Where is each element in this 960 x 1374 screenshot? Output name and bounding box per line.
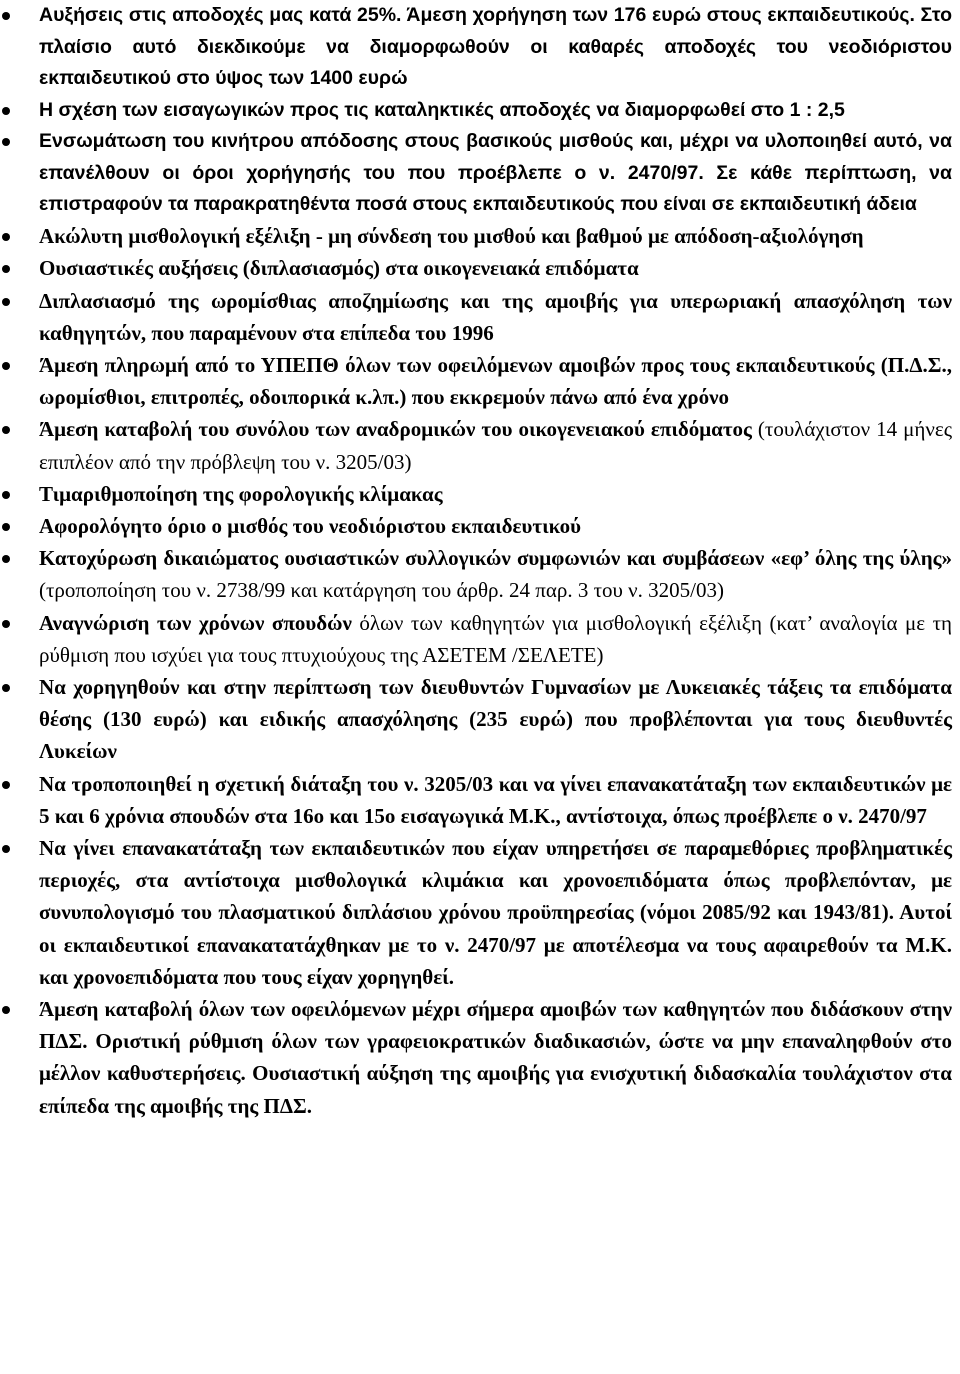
bullet-icon <box>2 620 10 628</box>
bullet-icon <box>2 138 10 146</box>
list-item <box>0 0 952 95</box>
bullet-icon <box>2 426 10 434</box>
item-text: Τιμαριθμοποίηση της φορολογικής κλίμακας <box>39 481 443 506</box>
item-text: Να χορηγηθούν και στην περίπτωση των διευθυντών Γυμνασίων με Λυκειακές τάξεις τα επιδόματα θέσης (130 ευρώ) και ειδικής απασχόλησης (235 ευρώ) που προβλέπονται για τους διευθυντές Λυκείων <box>39 675 952 764</box>
list-item <box>0 608 952 672</box>
list-item <box>0 994 952 1123</box>
list-item <box>0 350 952 414</box>
bullet-icon <box>2 12 10 20</box>
list-item <box>0 672 952 769</box>
bullet-icon <box>2 491 10 499</box>
list-item <box>0 286 952 350</box>
bullet-icon <box>2 684 10 692</box>
item-text: Να τροποποιηθεί η σχετική διάταξη του ν. 3205/03 και να γίνει επανακατάταξη των εκπαιδευτικών με 5 και 6 χρόνια σπουδών στα 16ο και 15ο εισαγωγικά Μ.Κ., αντίστοιχα, όπως προέβλεπε ο ν. 2470/97 <box>39 771 952 828</box>
item-text: Διπλασιασμό της ωρομίσθιας αποζημίωσης και της αμοιβής για υπερωριακή απασχόληση των καθηγητών, που παραμένουν στα επίπεδα του 1996 <box>39 288 952 345</box>
item-text-regular: όλων των καθηγητών για μισθολογική εξέλιξη (κατ’ αναλογία με τη ρύθμιση που ισχύει για τους πτυχιούχους της ΑΣΕΤΕΜ /ΣΕΛΕΤΕ) <box>39 610 952 667</box>
bullet-icon <box>2 555 10 563</box>
bullet-icon <box>2 362 10 370</box>
item-text: Άμεση καταβολή όλων των οφειλόμενων μέχρι σήμερα αμοιβών των καθηγητών που διδάσκουν στην ΠΔΣ. Οριστική ρύθμιση όλων των γραφειοκρατικών διαδικασιών, ώστε να μην επαναληφθούν στο μέλλον καθυστερήσεις. Ουσιαστική αύξηση της αμοιβής για ενισχυτική διδασκαλία τουλάχιστον στα επίπεδα της αμοιβής της ΠΔΣ. <box>39 997 952 1118</box>
list-item <box>0 414 952 478</box>
item-text: Άμεση πληρωμή από το ΥΠΕΠΘ όλων των οφειλόμενων αμοιβών προς τους εκπαιδευτικούς (Π.Δ.Σ., ωρομίσθιοι, επιτροπές, οδοιπορικά κ.λπ.) που εκκρεμούν πάνω από ένα χρόνο <box>39 352 952 410</box>
item-text-bold: Κατοχύρωση δικαιώματος ουσιαστικών συλλογικών συμφωνιών και συμβάσεων «εφ’ όλης της ύλης» <box>39 546 952 571</box>
bullet-icon <box>2 298 10 306</box>
item-text-bold: Αναγνώριση των χρόνων σπουδών <box>39 610 352 635</box>
bullet-icon <box>2 233 10 241</box>
item-text-regular: (τροποποίηση του ν. 2738/99 και κατάργηση του άρθρ. 24 παρ. 3 του ν. 3205/03) <box>39 578 725 603</box>
bullet-icon <box>2 845 10 853</box>
item-text: Ακώλυτη μισθολογική εξέλιξη - μη σύνδεση του μισθού και βαθμού με απόδοση-αξιολόγηση <box>39 224 864 249</box>
item-text: Αυξήσεις στις αποδοχές μας κατά 25%. Άμεση χορήγηση των 176 ευρώ στους εκπαιδευτικούς. Στο πλαίσιο αυτό διεκδικούμε να διαμορφωθούν οι καθαρές αποδοχές του νεοδιόριστου εκπαιδευτικού στο ύψος των 1400 ευρώ <box>39 4 952 90</box>
item-text-bold: Άμεση καταβολή του συνόλου των αναδρομικών του οικογενειακού επιδόματος <box>39 417 752 442</box>
bullet-icon <box>2 107 10 115</box>
bullet-icon <box>2 1006 10 1014</box>
item-text: Αφορολόγητο όριο ο μισθός του νεοδιόριστου εκπαιδευτικού <box>39 514 582 538</box>
item-text: Να γίνει επανακατάταξη των εκπαιδευτικών που είχαν υπηρετήσει σε παραμεθόριες προβληματικές περιοχές, στα αντίστοιχα μισθολογικά κλιμάκια και χρονοεπιδόματα όπως προβλεπόνταν, με συνυπολογισμό του πλασματικού διπλάσιου χρόνου προϋπηρεσίας (νόμοι 2085/92 και 1943/81). Αυτοί οι εκπαιδευτικοί επανακατατάχθηκαν με το ν. 2470/97 με αποτέλεσμα να τους αφαιρεθούν τα Μ.Κ. και χρονοεπιδόματα που τους είχαν χορηγηθεί. <box>39 836 952 989</box>
bullet-icon <box>2 523 10 531</box>
list-item <box>0 769 952 833</box>
item-text-regular: (τουλάχιστον 14 μήνες επιπλέον από την πρόβλεψη του ν. 3205/03) <box>39 417 953 474</box>
list-item <box>0 511 952 543</box>
bullet-icon <box>2 265 10 273</box>
list-item <box>0 95 952 126</box>
item-text: Η σχέση των εισαγωγικών προς τις καταληκτικές αποδοχές να διαμορφωθεί στο 1 : 2,5 <box>39 98 845 121</box>
list-item <box>0 253 952 285</box>
bullet-icon <box>2 781 10 789</box>
list-item <box>0 543 952 607</box>
list-item <box>0 833 952 994</box>
list-item <box>0 221 952 253</box>
list-item <box>0 126 952 221</box>
list-item <box>0 479 952 511</box>
item-text: Ουσιαστικές αυξήσεις (διπλασιασμός) στα οικογενειακά επιδόματα <box>39 256 639 281</box>
item-text: Ενσωμάτωση του κινήτρου απόδοσης στους βασικούς μισθούς και, μέχρι να υλοποιηθεί αυτό, να επανέλθουν οι όροι χορήγησής του που προέβλεπε ο ν. 2470/97. Σε κάθε περίπτωση, να επιστραφούν τα παρακρατηθέντα ποσά στους εκπαιδευτικούς που είναι σε εκπαιδευτική άδεια <box>39 129 952 216</box>
